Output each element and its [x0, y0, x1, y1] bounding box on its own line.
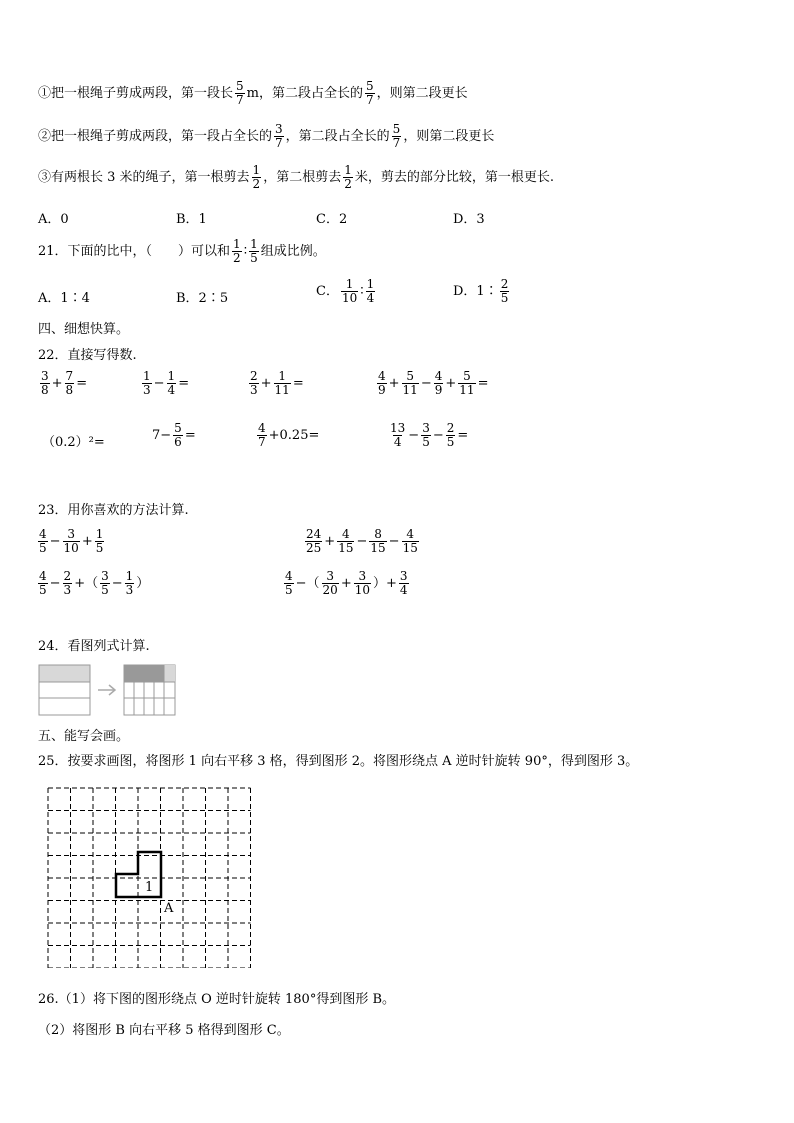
q22-expr-6 [152, 422, 196, 449]
section-4-heading: 四、细想快算。 [38, 322, 130, 337]
q21-option-d [453, 278, 511, 305]
numerator: 5 [406, 369, 414, 383]
item1-text-a: ①把一根绳子剪成两段，第一段长 [38, 86, 234, 101]
denominator: 5 [500, 291, 509, 305]
fraction [343, 164, 353, 191]
item2-text-a: ②把一根绳子剪成两段，第一段占全长的 [38, 129, 273, 144]
q22-expr-8 [387, 422, 468, 449]
numerator: 4 [434, 369, 443, 383]
expr-suffix: +0.25= [268, 428, 320, 443]
paren-close: ） [136, 576, 150, 591]
fraction [341, 278, 358, 305]
item3-text-a: ③有两根长 3 米的绳子，第一根剪去 [38, 170, 250, 185]
denominator: 5 [250, 251, 258, 265]
denominator: 5 [422, 435, 430, 449]
q21-stem-b: 组成比例。 [260, 244, 326, 259]
equals: = [76, 376, 88, 391]
ratio-colon: ∶ [360, 284, 364, 299]
denominator: 6 [174, 435, 182, 449]
shape-1-label: 1 [145, 880, 154, 895]
fraction [366, 278, 376, 305]
denominator: 7 [392, 136, 401, 150]
numerator: 3 [101, 569, 109, 583]
numerator: 5 [463, 369, 471, 383]
q22-expr-5: （0.2）²= [42, 435, 105, 450]
equals: = [477, 376, 489, 391]
denominator: 11 [402, 383, 418, 397]
denominator: 4 [167, 383, 176, 397]
denominator: 8 [65, 383, 74, 397]
operator: + [324, 534, 336, 549]
operator: ）+ [373, 576, 397, 591]
denominator: 5 [101, 583, 109, 597]
q23-calc-2 [303, 528, 421, 555]
fraction [392, 123, 402, 150]
denominator: 2 [252, 177, 261, 191]
q26-part-2: （2）将图形 B 向右平移 5 格得到图形 C。 [38, 1023, 290, 1038]
denominator: 15 [402, 541, 418, 555]
numerator: 24 [306, 527, 322, 541]
numerator: 1 [252, 163, 261, 177]
numerator: 1 [366, 277, 375, 291]
equals: = [457, 428, 469, 443]
numerator: 7 [65, 369, 74, 383]
denominator: 3 [125, 583, 134, 597]
numerator: 1 [167, 369, 176, 383]
operator: − [49, 534, 61, 549]
denominator: 3 [143, 383, 151, 397]
expr-prefix: 7− [152, 428, 172, 443]
q22-expr-1 [38, 370, 87, 397]
denominator: 20 [322, 583, 338, 597]
fraction [232, 238, 242, 265]
q22-expr-2 [140, 370, 189, 397]
denominator: 11 [274, 383, 290, 397]
ratio-colon: ∶ [243, 244, 248, 259]
equals: = [178, 376, 190, 391]
numerator: 3 [67, 527, 75, 541]
item3-text-c: 米，剪去的部分比较，第一根更长. [354, 170, 554, 185]
numerator: 1 [125, 569, 134, 583]
option-label: C． [316, 284, 339, 299]
denominator: 7 [365, 93, 374, 107]
numerator: 2 [500, 277, 509, 291]
operator: + [445, 376, 457, 391]
denominator: 3 [250, 383, 258, 397]
operator: − [153, 376, 165, 391]
denominator: 10 [341, 291, 358, 305]
denominator: 15 [370, 541, 386, 555]
denominator: 25 [306, 541, 322, 555]
q21-option-b: B．2∶5 [176, 291, 229, 306]
q25-text: 25．按要求画图，将图形 1 向右平移 3 格，得到图形 2。将图形绕点 A 逆时针旋转 90°，得到图形 3。 [38, 754, 639, 769]
q21-option-a: A．1∶4 [38, 291, 90, 306]
denominator: 3 [63, 583, 72, 597]
denominator: 5 [95, 541, 104, 555]
q20-option-c: C．2 [316, 212, 348, 227]
q22-title: 22．直接写得数. [38, 348, 137, 363]
fraction [274, 123, 284, 150]
numerator: 3 [275, 122, 283, 136]
denominator: 2 [233, 251, 241, 265]
operator: + [51, 376, 63, 391]
fraction [249, 238, 259, 265]
q23-calc-1 [36, 528, 106, 555]
numerator: 5 [174, 421, 182, 435]
numerator: 3 [326, 569, 334, 583]
operator: − [420, 376, 432, 391]
q21-stem [38, 238, 326, 265]
numerator: 1 [345, 277, 354, 291]
operator: − [49, 576, 61, 591]
numerator: 2 [250, 369, 258, 383]
denominator: 7 [275, 136, 283, 150]
right-grid-diagram [124, 665, 175, 715]
denominator: 15 [338, 541, 354, 555]
numerator: 1 [250, 237, 258, 251]
numerator: 1 [95, 527, 104, 541]
numerator: 4 [285, 569, 293, 583]
denominator: 9 [378, 383, 386, 397]
operator: − [408, 428, 420, 443]
numerator: 1 [233, 237, 241, 251]
denominator: 9 [434, 383, 443, 397]
operator: + [340, 576, 352, 591]
operator: − [432, 428, 444, 443]
q20-item-3 [38, 164, 554, 191]
fraction [235, 80, 245, 107]
q23-title: 23．用你喜欢的方法计算. [38, 503, 189, 518]
numerator: 1 [278, 369, 286, 383]
numerator: 8 [374, 527, 382, 541]
q21-stem-a: 21．下面的比中，（ ）可以和 [38, 244, 231, 259]
numerator: 4 [39, 569, 47, 583]
numerator: 5 [236, 79, 244, 93]
q21-option-c [316, 278, 377, 305]
q26-part-1: 26.（1）将下图的图形绕点 O 逆时针旋转 180°得到图形 B。 [38, 992, 395, 1007]
operator: + [81, 534, 93, 549]
numerator: 2 [446, 421, 455, 435]
operator: −（ [295, 576, 320, 591]
item2-text-c: ，则第二段更长 [403, 129, 495, 144]
numerator: 4 [378, 369, 386, 383]
point-a-label: A [164, 901, 174, 916]
numerator: 4 [342, 527, 350, 541]
item1-text-c: ，则第二段更长 [376, 86, 468, 101]
operator: +（ [74, 576, 99, 591]
q23-calc-3 [36, 570, 149, 597]
shape-1 [116, 852, 161, 897]
numerator: 3 [41, 369, 49, 383]
denominator: 5 [446, 435, 455, 449]
operator: − [111, 576, 123, 591]
q24-figure [38, 664, 178, 718]
numerator: 13 [390, 421, 406, 435]
q22-expr-7 [255, 422, 319, 449]
q23-calc-4 [282, 570, 411, 597]
denominator: 5 [39, 541, 47, 555]
fraction [365, 80, 375, 107]
q20-option-d: D．3 [453, 212, 485, 227]
arrow-icon [98, 685, 115, 695]
numerator: 1 [344, 163, 352, 177]
item3-text-b: ，第二根剪去 [263, 170, 342, 185]
equals: = [184, 428, 196, 443]
fraction [252, 164, 262, 191]
denominator: 5 [39, 583, 47, 597]
denominator: 7 [236, 93, 244, 107]
q20-item-2 [38, 123, 494, 150]
q20-option-a: A．0 [38, 212, 69, 227]
operator: + [260, 376, 272, 391]
numerator: 2 [63, 569, 72, 583]
q22-expr-4 [375, 370, 488, 397]
operator: + [388, 376, 400, 391]
numerator: 4 [406, 527, 415, 541]
denominator: 10 [63, 541, 79, 555]
numerator: 4 [258, 421, 266, 435]
fraction [500, 278, 510, 305]
q22-expr-3 [247, 370, 304, 397]
numerator: 3 [399, 569, 408, 583]
denominator: 5 [285, 583, 293, 597]
numerator: 5 [365, 79, 374, 93]
denominator: 4 [393, 435, 402, 449]
numerator: 3 [422, 421, 430, 435]
section-5-heading: 五、能写会画。 [38, 729, 130, 744]
numerator: 4 [39, 527, 47, 541]
denominator: 4 [399, 583, 408, 597]
denominator: 11 [459, 383, 475, 397]
denominator: 2 [344, 177, 352, 191]
denominator: 7 [258, 435, 266, 449]
numerator: 3 [358, 569, 367, 583]
item1-text-b: m，第二段占全长的 [246, 86, 363, 101]
numerator: 5 [392, 122, 401, 136]
denominator: 4 [366, 291, 375, 305]
denominator: 8 [41, 383, 49, 397]
operator: − [388, 534, 400, 549]
item2-text-b: ，第二段占全长的 [285, 129, 390, 144]
equals: = [292, 376, 304, 391]
left-bar-diagram [39, 665, 90, 715]
q24-title: 24．看图列式计算. [38, 639, 150, 654]
numerator: 1 [143, 369, 151, 383]
denominator: 10 [354, 583, 371, 597]
option-label: D．1∶ [453, 284, 498, 299]
q20-item-1 [38, 80, 468, 107]
operator: − [356, 534, 368, 549]
q20-option-b: B．1 [176, 212, 207, 227]
q25-grid [44, 784, 254, 968]
